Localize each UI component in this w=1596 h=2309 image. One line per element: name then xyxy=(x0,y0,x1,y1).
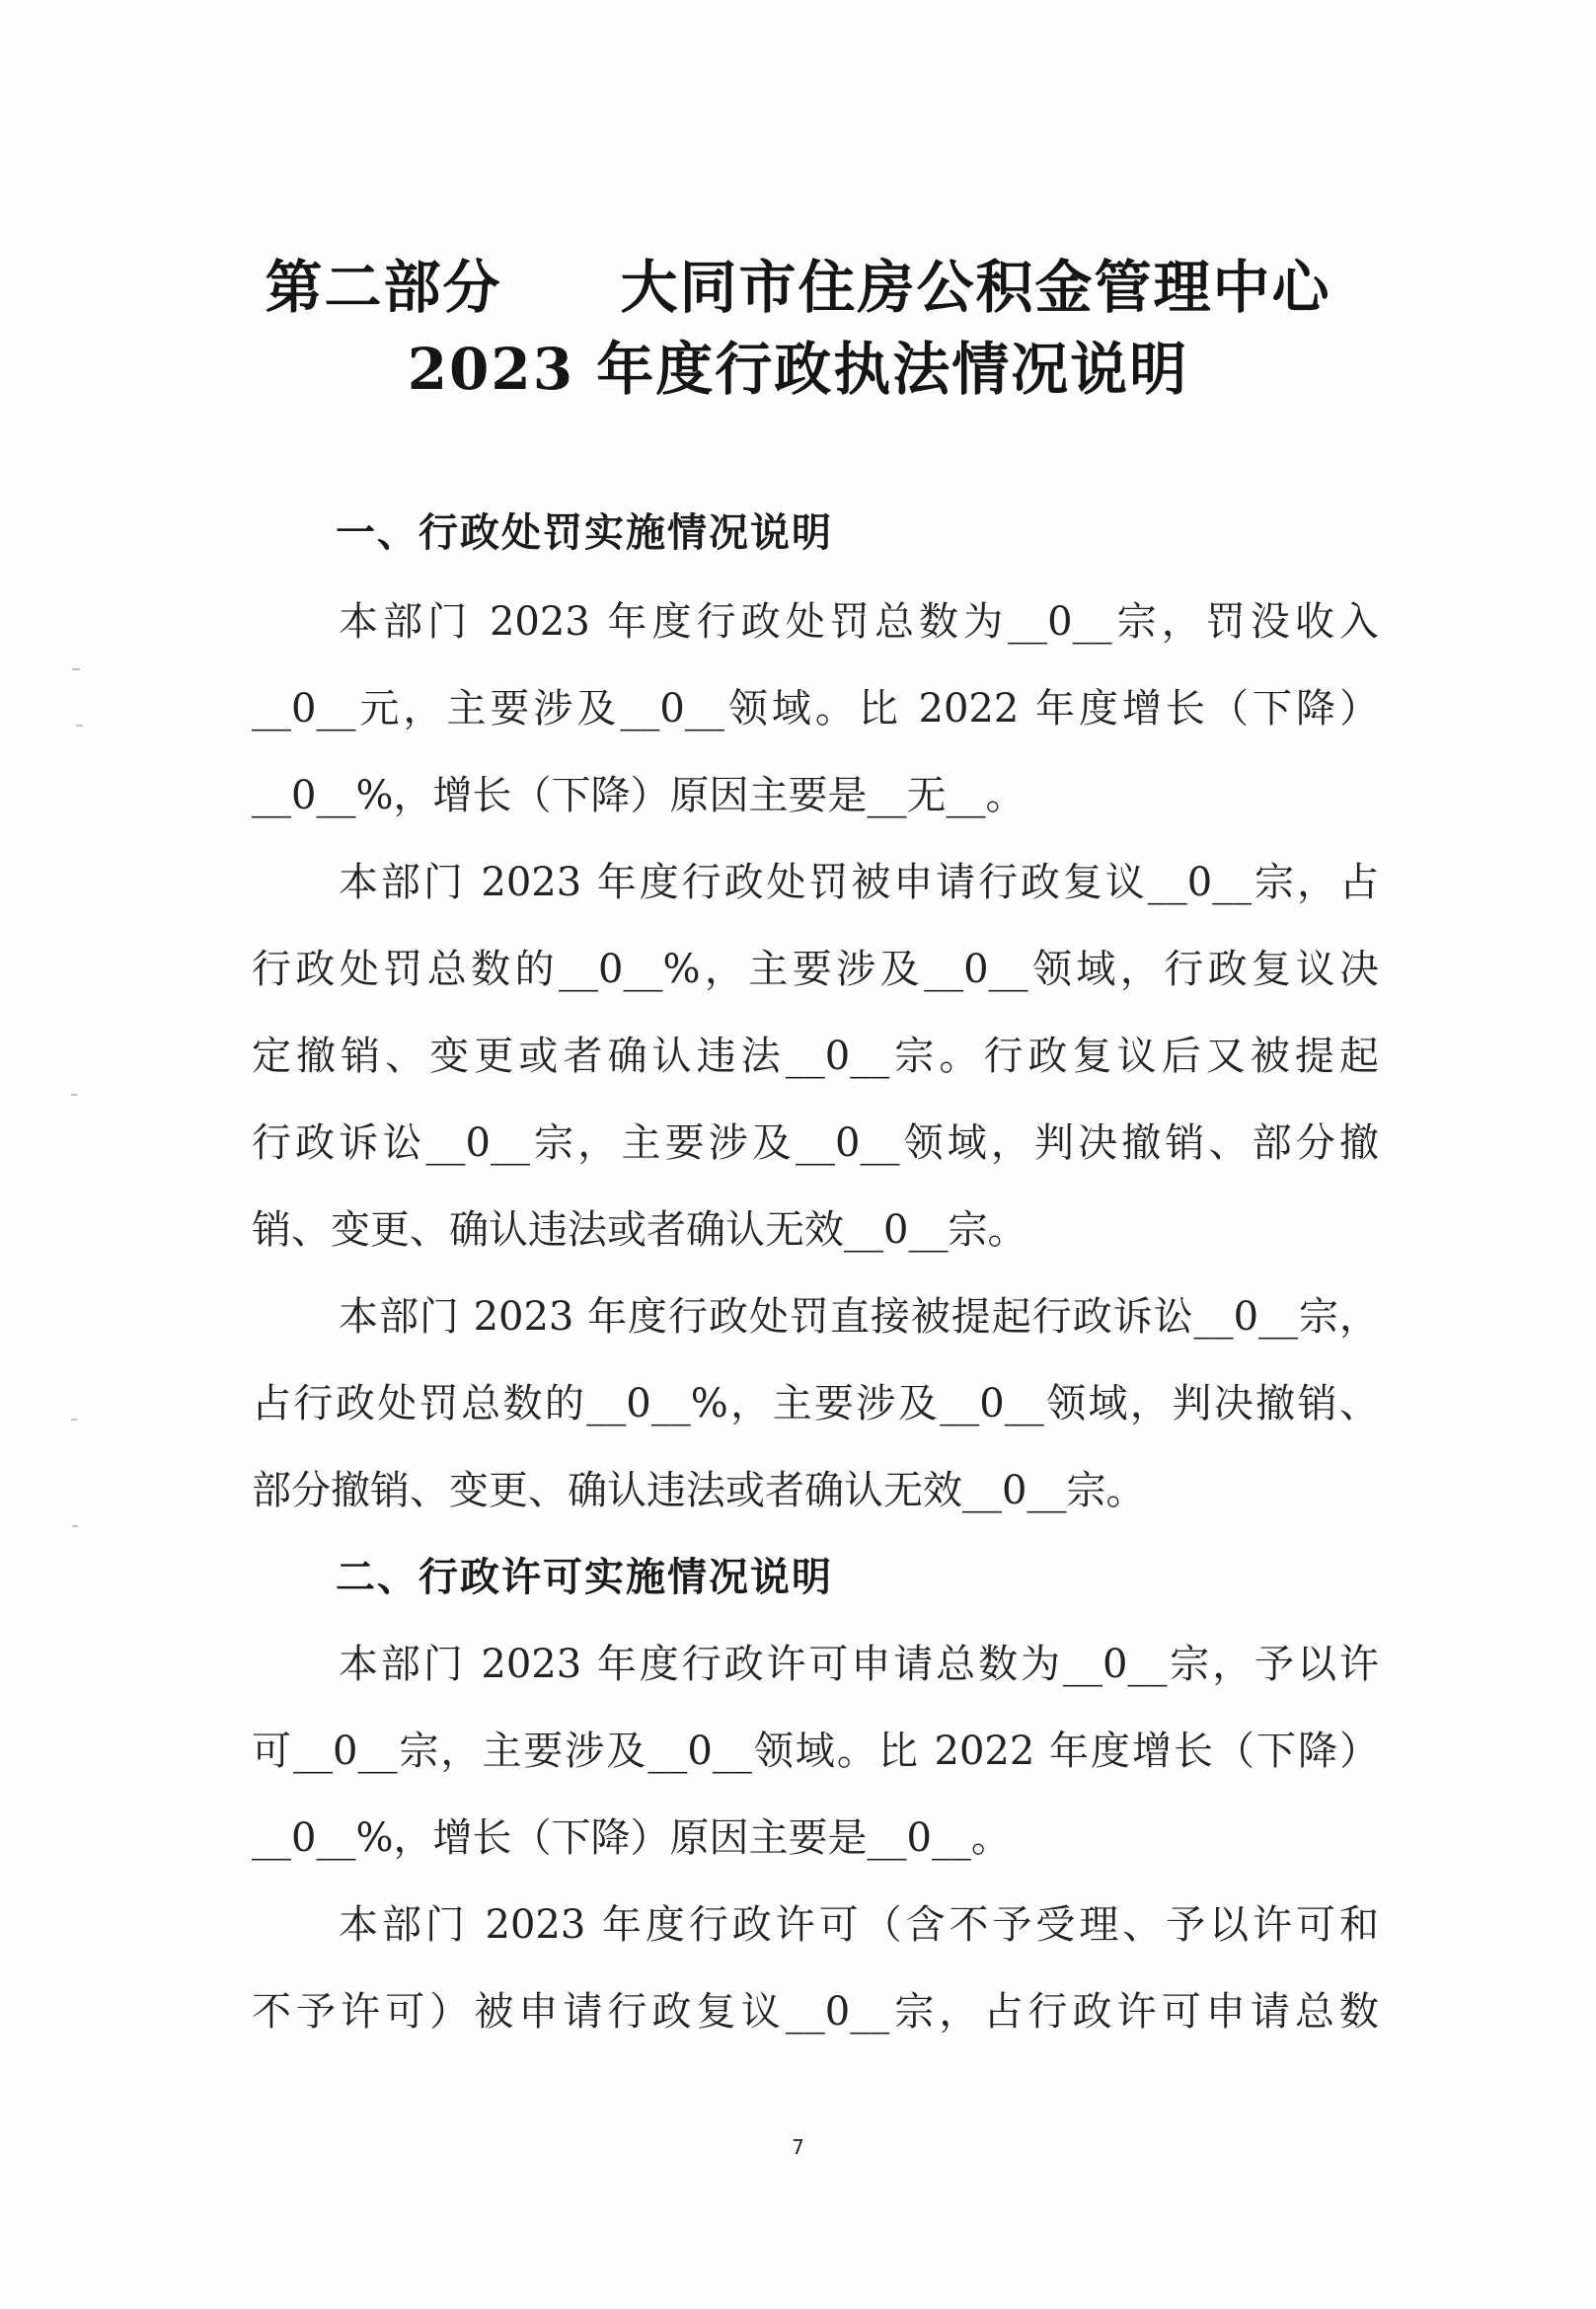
page-number: 7 xyxy=(792,2135,804,2159)
paragraph-line: 本部门 2023 年度行政处罚总数为__0__宗，罚没收入 xyxy=(339,599,1379,645)
document-title-line-2: 2023 年度行政执法情况说明 xyxy=(407,336,1189,403)
paragraph-line: __0__元，主要涉及__0__领域。比 2022 年度增长（下降） xyxy=(252,686,1379,731)
section-heading-license: 二、行政许可实施情况说明 xyxy=(336,1555,833,1600)
paragraph-line: 占行政处罚总数的__0__%，主要涉及__0__领域，判决撤销、 xyxy=(252,1381,1379,1426)
scan-artifact xyxy=(71,1419,77,1421)
scan-artifact xyxy=(76,725,83,727)
paragraph-line: 定撤销、变更或者确认违法__0__宗。行政复议后又被提起 xyxy=(252,1034,1379,1079)
paragraph-line: __0__%，增长（下降）原因主要是__0__。 xyxy=(252,1815,1011,1861)
scan-artifact xyxy=(72,668,80,670)
paragraph-line: 部分撤销、变更、确认违法或者确认无效__0__宗。 xyxy=(252,1468,1146,1513)
section-heading-penalty: 一、行政处罚实施情况说明 xyxy=(336,510,833,556)
paragraph-line: 本部门 2023 年度行政处罚直接被提起行政诉讼__0__宗， xyxy=(339,1294,1379,1340)
scan-artifact xyxy=(71,1094,77,1096)
paragraph-line: 可__0__宗，主要涉及__0__领域。比 2022 年度增长（下降） xyxy=(252,1729,1379,1774)
paragraph-line: 本部门 2023 年度行政许可（含不予受理、予以许可和 xyxy=(339,1902,1379,1948)
scan-artifact xyxy=(72,1525,78,1527)
paragraph-line: __0__%，增长（下降）原因主要是__无__。 xyxy=(252,773,1026,818)
paragraph-line: 销、变更、确认违法或者确认无效__0__宗。 xyxy=(252,1207,1027,1253)
paragraph-line: 本部门 2023 年度行政处罚被申请行政复议__0__宗，占 xyxy=(339,860,1379,905)
paragraph-line: 本部门 2023 年度行政许可申请总数为__0__宗，予以许 xyxy=(339,1642,1379,1687)
paragraph-line: 行政诉讼__0__宗，主要涉及__0__领域，判决撤销、部分撤 xyxy=(252,1120,1379,1166)
document-title-line-1: 第二部分 大同市住房公积金管理中心 xyxy=(265,254,1331,321)
paragraph-line: 行政处罚总数的__0__%，主要涉及__0__领域，行政复议决 xyxy=(252,947,1379,992)
paragraph-line: 不予许可）被申请行政复议__0__宗，占行政许可申请总数 xyxy=(252,1989,1379,2035)
